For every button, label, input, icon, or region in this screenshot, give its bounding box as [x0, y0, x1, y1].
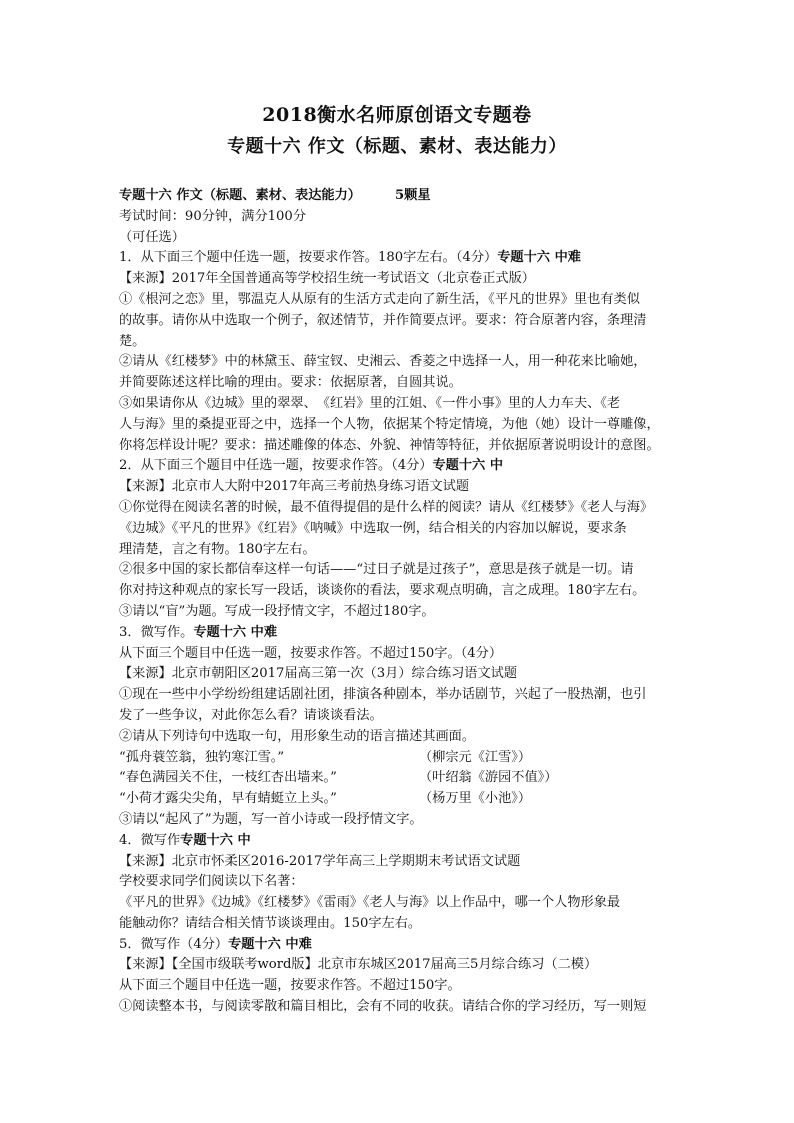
question-1-option-1: 楚。 — [119, 333, 146, 349]
question-5-source: 【来源】【全国市级联考word版】北京市东城区2017届高三5月综合练习（二模） — [119, 957, 598, 973]
poem-line: “春色满园关不住，一枝红杏出墙来。” （叶绍翁《游园不值》） — [119, 770, 558, 786]
question-5-tag: 专题十六 中难 — [228, 936, 312, 952]
question-4-stem: 4．微写作专题十六 中 — [119, 832, 251, 848]
question-1-stem: 1．从下面三个题中任选一题，按要求作答。180字左右。（4分）专题十六 中难 — [119, 250, 581, 266]
poem-author: （柳宗元《江雪》） — [419, 749, 532, 765]
topic-line — [119, 186, 681, 207]
question-1-option-3: 你将怎样设计呢？要求：描述雕像的体态、外貌、神情等特征，并依据原著说明设计的意图。 — [119, 437, 660, 453]
topic-title: 专题十六 作文（标题、素材、表达能力） — [119, 188, 361, 203]
question-2-option-2: 你对持这种观点的家长写一段话，谈谈你的看法，要求观点明确，言之成理。180字左右。 — [119, 583, 646, 599]
question-3-option-1: ①现在一些中小学纷纷组建话剧社团，排演各种剧本，举办话剧节，兴起了一股热潮，也引 — [119, 687, 647, 703]
question-2-tag: 专题十六 中 — [432, 458, 504, 474]
question-1-option-1: ①《根河之恋》里，鄂温克人从原有的生活方式走向了新生活，《平凡的世界》里也有类似 — [119, 291, 640, 307]
question-3-stem: 3．微写作。专题十六 中难 — [119, 624, 278, 640]
question-3-requirement: 从下面三个题目中任选一题，按要求作答。不超过150字。（4分） — [119, 645, 503, 661]
question-3-source: 【来源】北京市朝阳区2017届高三第一次（3月）综合练习语文试题 — [119, 666, 518, 682]
question-4-body: 能触动你？请结合相关情节谈谈理由。150字左右。 — [119, 915, 422, 931]
question-1-option-3: ③如果请你从《边城》里的翠翠、 《红岩》里的江姐、《一件小事》里的人力车夫、《老 — [119, 395, 621, 411]
question-1-option-3: 人与海》里的桑提亚哥之中，选择一个人物，依据某个特定情境，为他（她）设计一尊雕像， — [119, 416, 660, 432]
question-2-option-2: ②很多中国的家长都信奉这样一句话——“过日子就是过孩子”，意思是孩子就是一切。请 — [119, 562, 634, 578]
question-2-option-3: ③请以“盲”为题。写成一段抒情文字，不超过180字。 — [119, 603, 435, 619]
question-2-option-1: 理清楚，言之有物。180字左右。 — [119, 541, 316, 557]
question-2-source: 【来源】北京市人大附中2017年高三考前热身练习语文试题 — [119, 479, 470, 495]
poem-author: （杨万里《小池》） — [419, 791, 532, 807]
document-body — [119, 186, 681, 1018]
poem-line: “孤舟蓑笠翁，独钓寒江雪。” （柳宗元《江雪》） — [119, 749, 532, 765]
difficulty-stars: 5颗星 — [394, 188, 431, 203]
question-1-tag: 专题十六 中难 — [497, 250, 581, 266]
question-4-body: 《平凡的世界》《边城》《红楼梦》《雷雨》《老人与海》以上作品中，哪一个人物形象最 — [119, 895, 621, 911]
document-title: 2018衡水名师原创语文专题卷 — [262, 104, 532, 126]
document-subtitle: 专题十六 作文（标题、素材、表达能力） — [227, 136, 567, 157]
question-5-stem: 5．微写作（4分）专题十六 中难 — [119, 936, 312, 952]
question-4-tag: 专题十六 中 — [180, 832, 251, 848]
question-2-stem: 2．从下面三个题目中任选一题，按要求作答。（4分）专题十六 中 — [119, 458, 504, 474]
question-3-option-1: 发了一些争议，对此你怎么看？请谈谈看法。 — [119, 707, 383, 723]
question-5-requirement: 从下面三个题目中任选一题，按要求作答。不超过150字。 — [119, 978, 461, 994]
optional-note: （可任选） — [119, 229, 185, 245]
question-3-tag: 专题十六 中难 — [193, 624, 278, 640]
question-1-source: 【来源】2017年全国普通高等学校招生统一考试语文（北京卷正式版） — [119, 271, 535, 287]
question-5-option-1: ①阅读整本书，与阅读零散和篇目相比，会有不同的收获。请结合你的学习经历，写一则短 — [119, 999, 647, 1015]
question-2-option-1: 《边城》《平凡的世界》《红岩》《呐喊》中选取一例，结合相关的内容加以解说，要求条 — [119, 520, 627, 536]
question-4-source: 【来源】北京市怀柔区2016-2017学年高三上学期期末考试语文试题 — [119, 853, 521, 869]
question-3-option-3: ③请以“起风了”为题，写一首小诗或一段抒情文字。 — [119, 811, 423, 827]
poem-author: （叶绍翁《游园不值》） — [419, 770, 558, 786]
question-3-option-2: ②请从下列诗句中选取一句，用形象生动的语言描述其画面。 — [119, 728, 476, 744]
question-4-intro: 学校要求同学们阅读以下名著： — [119, 874, 304, 890]
poem-line: “小荷才露尖尖角，早有蜻蜓立上头。” （杨万里《小池》） — [119, 791, 532, 807]
question-2-option-1: ①你觉得在阅读名著的时候，最不值得提倡的是什么样的阅读？请从《红楼梦》《老人与海》 — [119, 499, 654, 515]
question-1-option-1: 的故事。请你从中选取一个例子，叙述情节，并作简要点评。要求：符合原著内容，条理清 — [119, 312, 647, 328]
question-1-option-2: 并简要陈述这样比喻的理由。要求：依据原著，自圆其说。 — [119, 375, 462, 391]
question-1-option-2: ②请从《红楼梦》中的林黛玉、薛宝钗、史湘云、香菱之中选择一人，用一种花来比喻她， — [119, 354, 647, 370]
exam-time: 考试时间：90分钟，满分100分 — [119, 208, 307, 224]
